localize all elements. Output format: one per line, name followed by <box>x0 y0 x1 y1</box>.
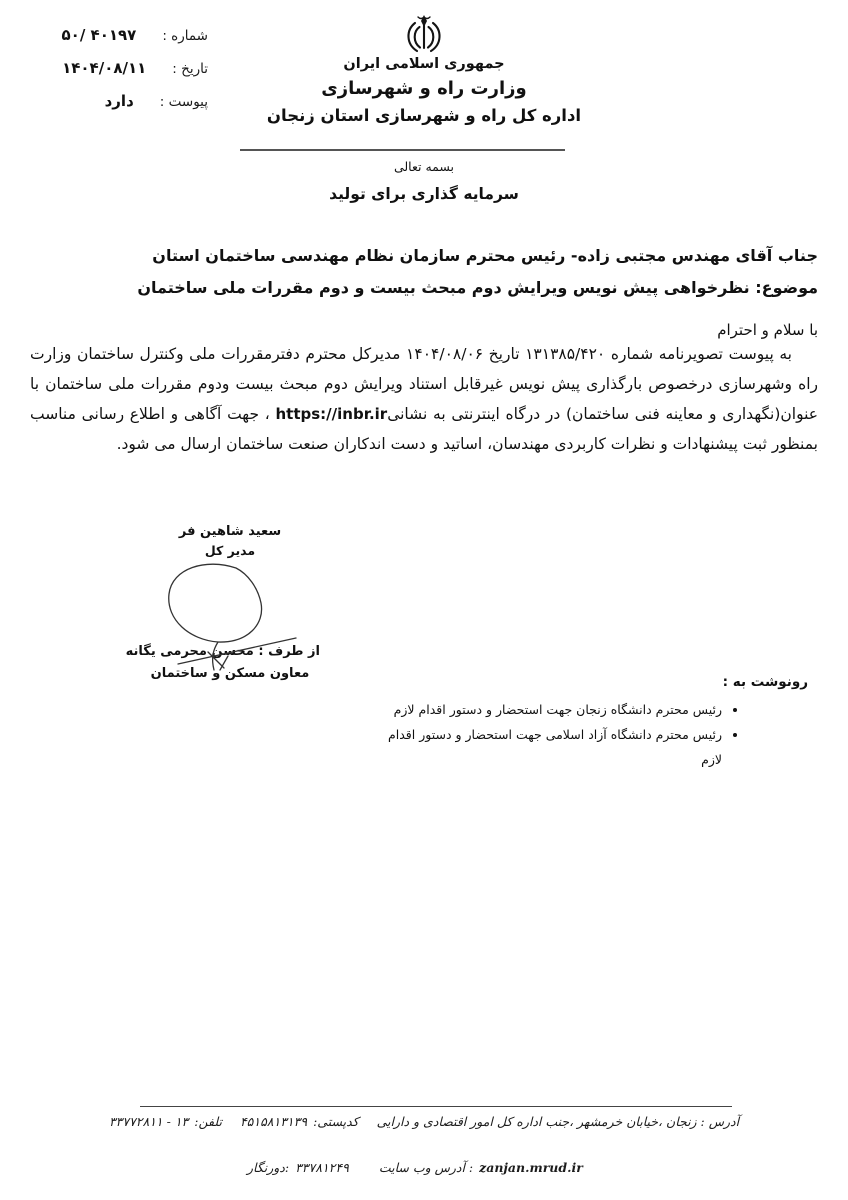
website-field <box>379 1160 583 1175</box>
body-paragraph <box>30 339 818 459</box>
letter-number-row <box>28 26 208 44</box>
inbr-url-link[interactable]: https://inbr.ir <box>275 405 388 423</box>
cc-item-zanjan-university: • رئیس محترم دانشگاه زنجان جهت استحضار و دستور اقدام لازم <box>378 697 722 722</box>
letter-date-value: ۱۴۰۴/۰۸/۱۱ <box>62 59 147 77</box>
emblem-sword-tip <box>421 15 427 27</box>
subject-line: موضوع: نظرخواهی پیش نویس ویرایش دوم مبحث بیست و دوم مقررات ملی ساختمان <box>137 278 818 297</box>
body-text-before-url: به پیوست تصویرنامه شماره ۱۳۱۳۸۵/۴۲۰ تاریخ ۱۴۰۴/۰۸/۰۶ مدیرکل محترم دفترمقررات ملی وکنترل ساختمان وزارت راه وشهرسازی درخصوص بارگذاری پیش نویس غیرقابل استناد ویرایش دوم مبحث بیست ودوم مقررات ملی ساختمان با عنوان(نگهداری و معاینه فنی ساختمان) در درگاه اینترنتی به نشانی <box>30 345 819 423</box>
fax-value: ۳۳۷۸۱۲۴۹ <box>295 1160 349 1175</box>
cc-list <box>378 697 808 772</box>
phone-label: تلفن: <box>194 1114 222 1129</box>
footer-divider <box>140 1106 732 1107</box>
body-text-after-url: ، جهت آگاهی و اطلاع رسانی مناسب بمنظور ثبت پیشنهادات و نظرات کاربردی مهندسان، اساتید و دست اندکاران صنعت ساختمان ارسال می شود. <box>30 405 818 453</box>
basmala-text: بسمه تعالی <box>393 159 455 174</box>
cc-block <box>378 674 808 772</box>
letterhead-ministry: وزارت راه و شهرسازی <box>321 78 527 99</box>
signer-name: سعید شاهین فر <box>178 524 282 539</box>
year-slogan: سرمایه گذاری برای تولید <box>329 185 519 203</box>
cc-item-azad-university: • رئیس محترم دانشگاه آزاد اسلامی جهت استحضار و دستور اقدام لازم <box>378 722 722 772</box>
letterhead-country: جمهوری اسلامی ایران <box>343 56 505 72</box>
postal-code-value: ۴۵۱۵۸۱۳۱۳۹ <box>239 1114 308 1129</box>
phone-value: ۱۳ - ۳۳۷۷۲۸۱۱ <box>108 1114 189 1129</box>
on-behalf-line: از طرف : محسن محرمی یگانه <box>125 644 320 659</box>
letter-number-value: ۵۰/ ۴۰۱۹۷ <box>61 26 137 44</box>
attachment-value: دارد <box>104 92 134 110</box>
footer-address-row <box>0 1114 848 1129</box>
letter-number-label: شماره : <box>162 28 208 44</box>
phone-field <box>109 1114 222 1129</box>
letter-date-label: تاریخ : <box>172 61 208 77</box>
letterhead-department: اداره کل راه و شهرسازی استان زنجان <box>266 106 582 125</box>
header-divider <box>240 149 565 151</box>
recipient-line: جناب آقای مهندس مجتبی زاده- رئیس محترم سازمان نظام مهندسی ساختمان استان <box>152 246 818 265</box>
office-address: آدرس : زنجان ،خیابان خرمشهر ،جنب اداره کل امور اقتصادی و دارایی <box>376 1114 740 1129</box>
letter-body <box>30 246 818 475</box>
website-url-link[interactable]: zanjan.mrud.ir <box>479 1160 583 1175</box>
handwritten-signature-icon <box>148 558 312 680</box>
attachment-label: پیوست : <box>159 94 208 110</box>
salutation-line: با سلام و احترام <box>717 321 818 339</box>
deputy-title-line: معاون مسکن و ساختمان <box>150 666 310 681</box>
fax-field <box>247 1160 349 1175</box>
website-label: آدرس وب سایت : <box>378 1160 474 1175</box>
cc-heading: رونوشت به : <box>722 674 808 690</box>
fax-label: دورنگار: <box>247 1160 290 1175</box>
signature-block <box>125 524 320 681</box>
footer-fax-web-row <box>247 1160 583 1175</box>
iran-emblem-icon <box>404 12 444 58</box>
postal-code-field <box>240 1114 359 1129</box>
signer-title: مدیر کل <box>204 543 256 558</box>
postal-code-label: کدپستی: <box>313 1114 359 1129</box>
